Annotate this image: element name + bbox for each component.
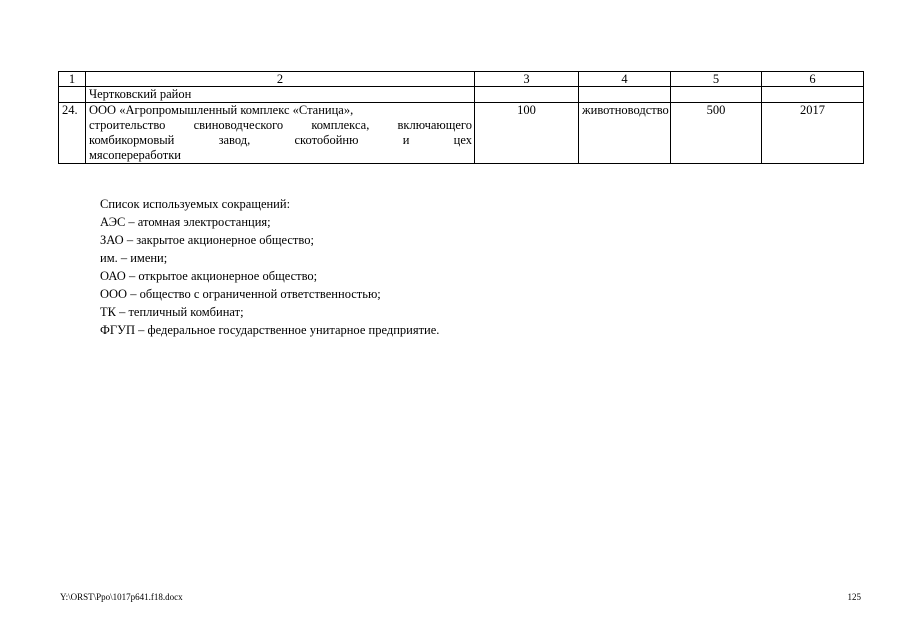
abbreviation-item: АЭС – атомная электростанция; bbox=[100, 215, 271, 229]
description-line: мясопереработки bbox=[89, 148, 181, 162]
abbreviations-heading: Список используемых сокращений: bbox=[100, 197, 291, 211]
column-number-3: 3 bbox=[475, 72, 579, 87]
column-number-4: 4 bbox=[579, 72, 671, 87]
district-empty-cell bbox=[579, 87, 671, 103]
column-number-2: 2 bbox=[86, 72, 475, 87]
district-name: Чертковский район bbox=[86, 87, 475, 103]
project-sector: животноводство bbox=[579, 103, 671, 164]
district-empty-cell bbox=[671, 87, 762, 103]
project-description bbox=[86, 103, 475, 164]
abbreviation-item: ОАО – открытое акционерное общество; bbox=[100, 269, 318, 283]
footer-file-path: Y:\ORST\Ppo\1017p641.f18.docx bbox=[60, 592, 183, 602]
abbreviation-item: ЗАО – закрытое акционерное общество; bbox=[100, 233, 314, 247]
project-year: 2017 bbox=[762, 103, 864, 164]
row-number: 24. bbox=[59, 103, 86, 164]
description-line: ООО «Агропромышленный комплекс «Станица», bbox=[89, 103, 354, 117]
district-empty-cell bbox=[762, 87, 864, 103]
table-row bbox=[59, 103, 864, 164]
footer-page-number: 125 bbox=[847, 592, 861, 602]
abbreviations-list bbox=[100, 195, 439, 339]
district-row bbox=[59, 87, 864, 103]
project-value: 100 bbox=[475, 103, 579, 164]
description-line: строительство свиноводческого комплекса, включающего bbox=[89, 118, 472, 132]
district-empty-cell bbox=[475, 87, 579, 103]
abbreviation-item: ООО – общество с ограниченной ответственностью; bbox=[100, 287, 381, 301]
project-jobs: 500 bbox=[671, 103, 762, 164]
abbreviation-item: ФГУП – федеральное государственное унитарное предприятие. bbox=[100, 323, 440, 337]
projects-table bbox=[58, 71, 864, 164]
column-number-5: 5 bbox=[671, 72, 762, 87]
column-number-1: 1 bbox=[59, 72, 86, 87]
abbreviation-item: им. – имени; bbox=[100, 251, 168, 265]
abbreviation-item: ТК – тепличный комбинат; bbox=[100, 305, 244, 319]
district-empty-cell bbox=[59, 87, 86, 103]
column-number-6: 6 bbox=[762, 72, 864, 87]
description-line: комбикормовый завод, скотобойню и цех bbox=[89, 133, 472, 147]
column-number-row bbox=[59, 72, 864, 87]
